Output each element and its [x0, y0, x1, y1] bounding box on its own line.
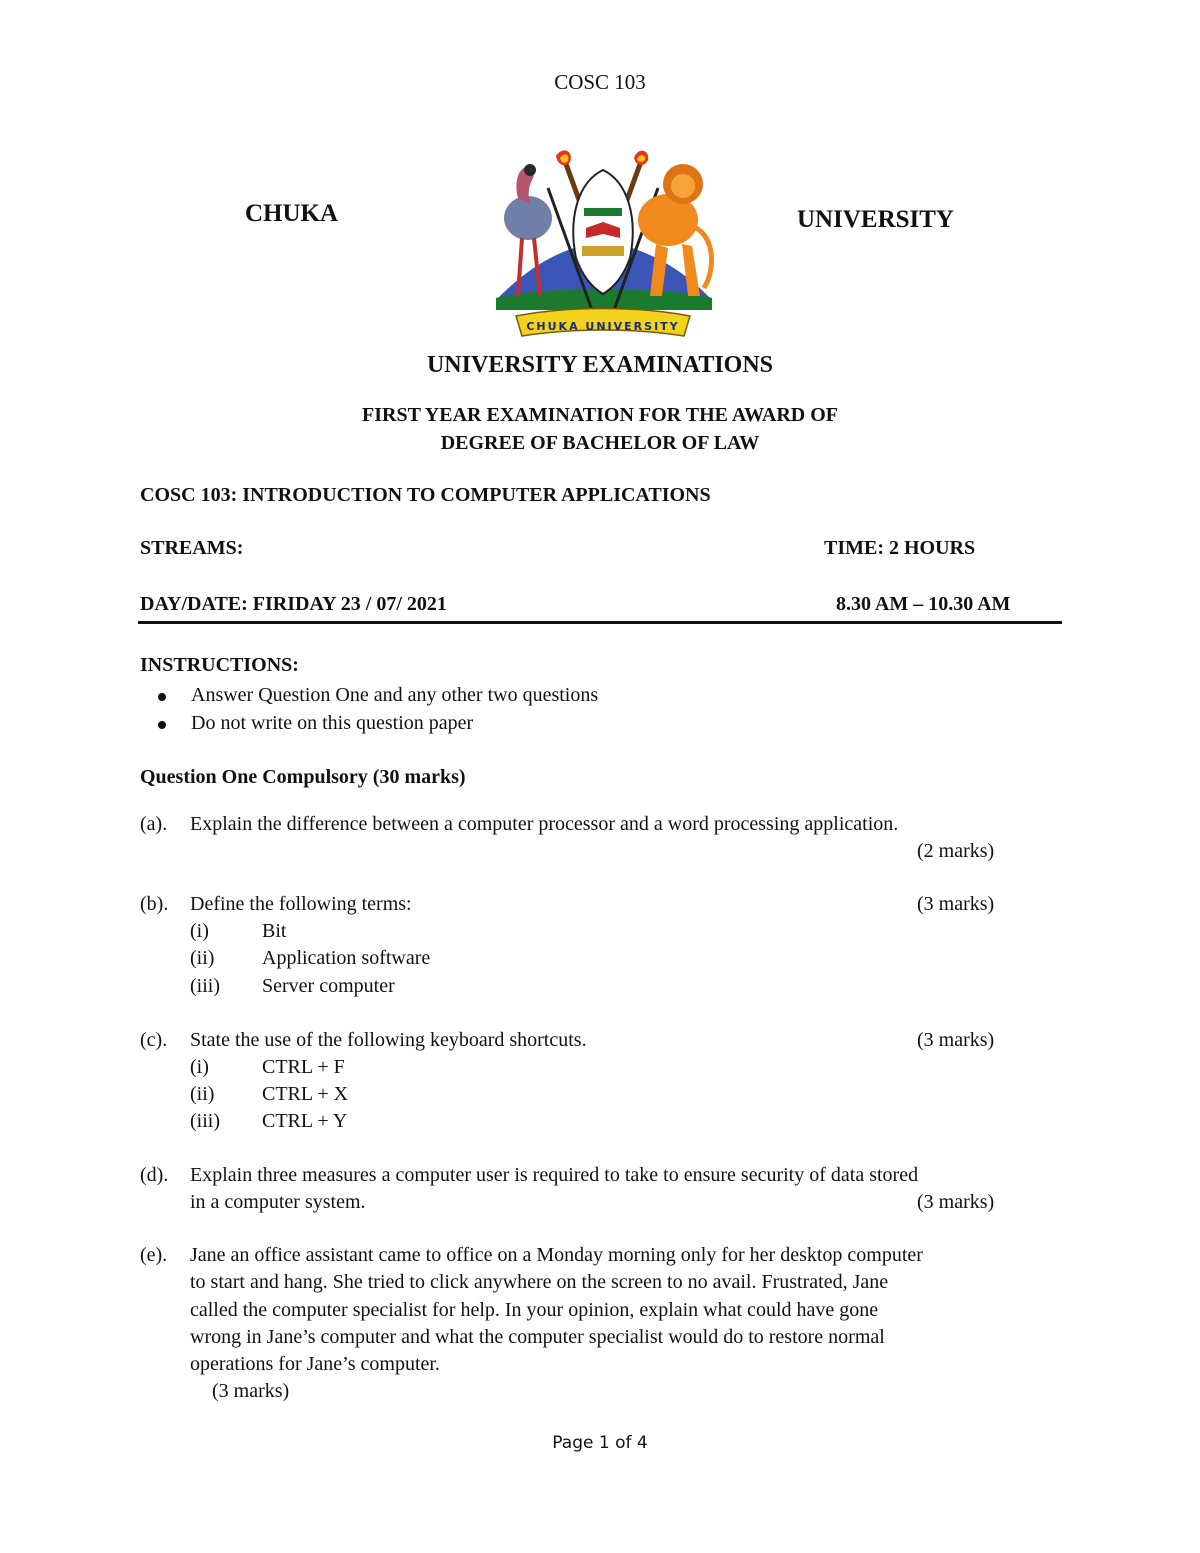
sub-item-number: (ii): [190, 1083, 215, 1105]
course-title: COSC 103: INTRODUCTION TO COMPUTER APPLICATIONS: [140, 484, 711, 506]
question-d-text-line1: Explain three measures a computer user is required to take to ensure security of data stored: [190, 1164, 919, 1186]
university-crest-logo: [478, 148, 728, 343]
question-d-marks: (3 marks): [917, 1191, 995, 1213]
sub-item-number: (i): [190, 1056, 209, 1078]
question-e-label: (e).: [140, 1244, 168, 1266]
question-d-label: (d).: [140, 1164, 169, 1186]
streams-label: STREAMS:: [140, 537, 244, 559]
university-name-right: UNIVERSITY: [797, 206, 954, 233]
exam-date: DAY/DATE: FIRIDAY 23 / 07/ 2021: [140, 593, 447, 615]
question-e-text-line4: wrong in Jane’s computer and what the computer specialist would do to restore normal: [190, 1326, 885, 1348]
question-a-text: Explain the difference between a computer processor and a word processing application.: [190, 813, 899, 835]
exam-title: UNIVERSITY EXAMINATIONS: [426, 352, 774, 378]
question-c-marks: (3 marks): [917, 1029, 995, 1051]
question-e-text-line2: to start and hang. She tried to click anywhere on the screen to no avail. Frustrated, Jane: [190, 1271, 889, 1293]
question-e-text-line5: operations for Jane’s computer.: [190, 1353, 440, 1375]
bullet-icon: [158, 721, 166, 729]
crest-banner-text: CHUKA UNIVERSITY: [526, 320, 680, 333]
instruction-text: Answer Question One and any other two questions: [191, 684, 599, 706]
instructions-heading: INSTRUCTIONS:: [140, 654, 299, 676]
sub-item-number: (iii): [190, 975, 220, 997]
sub-item-text: CTRL + X: [262, 1083, 349, 1105]
question-b-marks: (3 marks): [917, 893, 995, 915]
question-one-heading: Question One Compulsory (30 marks): [140, 766, 466, 788]
sub-item-number: (i): [190, 920, 209, 942]
header-divider: [138, 621, 1062, 624]
instruction-text: Do not write on this question paper: [191, 712, 474, 734]
sub-item-number: (iii): [190, 1110, 220, 1132]
exam-hours: 8.30 AM – 10.30 AM: [836, 593, 1011, 615]
question-c-text: State the use of the following keyboard shortcuts.: [190, 1029, 587, 1051]
sub-item-text: Application software: [262, 947, 431, 969]
sub-item-text: Server computer: [262, 975, 395, 997]
award-line-2: DEGREE OF BACHELOR OF LAW: [440, 432, 760, 454]
header-course-code: COSC 103: [554, 70, 646, 94]
question-e-marks: (3 marks): [212, 1380, 290, 1402]
bullet-icon: [158, 693, 166, 701]
question-a-label: (a).: [140, 813, 168, 835]
question-b-label: (b).: [140, 893, 169, 915]
sub-item-text: CTRL + F: [262, 1056, 345, 1078]
page-number: Page 1 of 4: [552, 1433, 648, 1453]
sub-item-number: (ii): [190, 947, 215, 969]
question-c-label: (c).: [140, 1029, 168, 1051]
sub-item-text: Bit: [262, 920, 287, 942]
university-name-left: CHUKA: [245, 200, 339, 227]
question-a-marks: (2 marks): [917, 840, 995, 862]
question-b-text: Define the following terms:: [190, 893, 412, 915]
award-line-1: FIRST YEAR EXAMINATION FOR THE AWARD OF: [362, 404, 838, 426]
sub-item-text: CTRL + Y: [262, 1110, 348, 1132]
question-d-text-line2: in a computer system.: [190, 1191, 366, 1213]
question-e-text-line1: Jane an office assistant came to office on a Monday morning only for her desktop computer: [190, 1244, 923, 1266]
exam-duration: TIME: 2 HOURS: [824, 537, 976, 559]
question-e-text-line3: called the computer specialist for help. In your opinion, explain what could have gone: [190, 1299, 879, 1321]
